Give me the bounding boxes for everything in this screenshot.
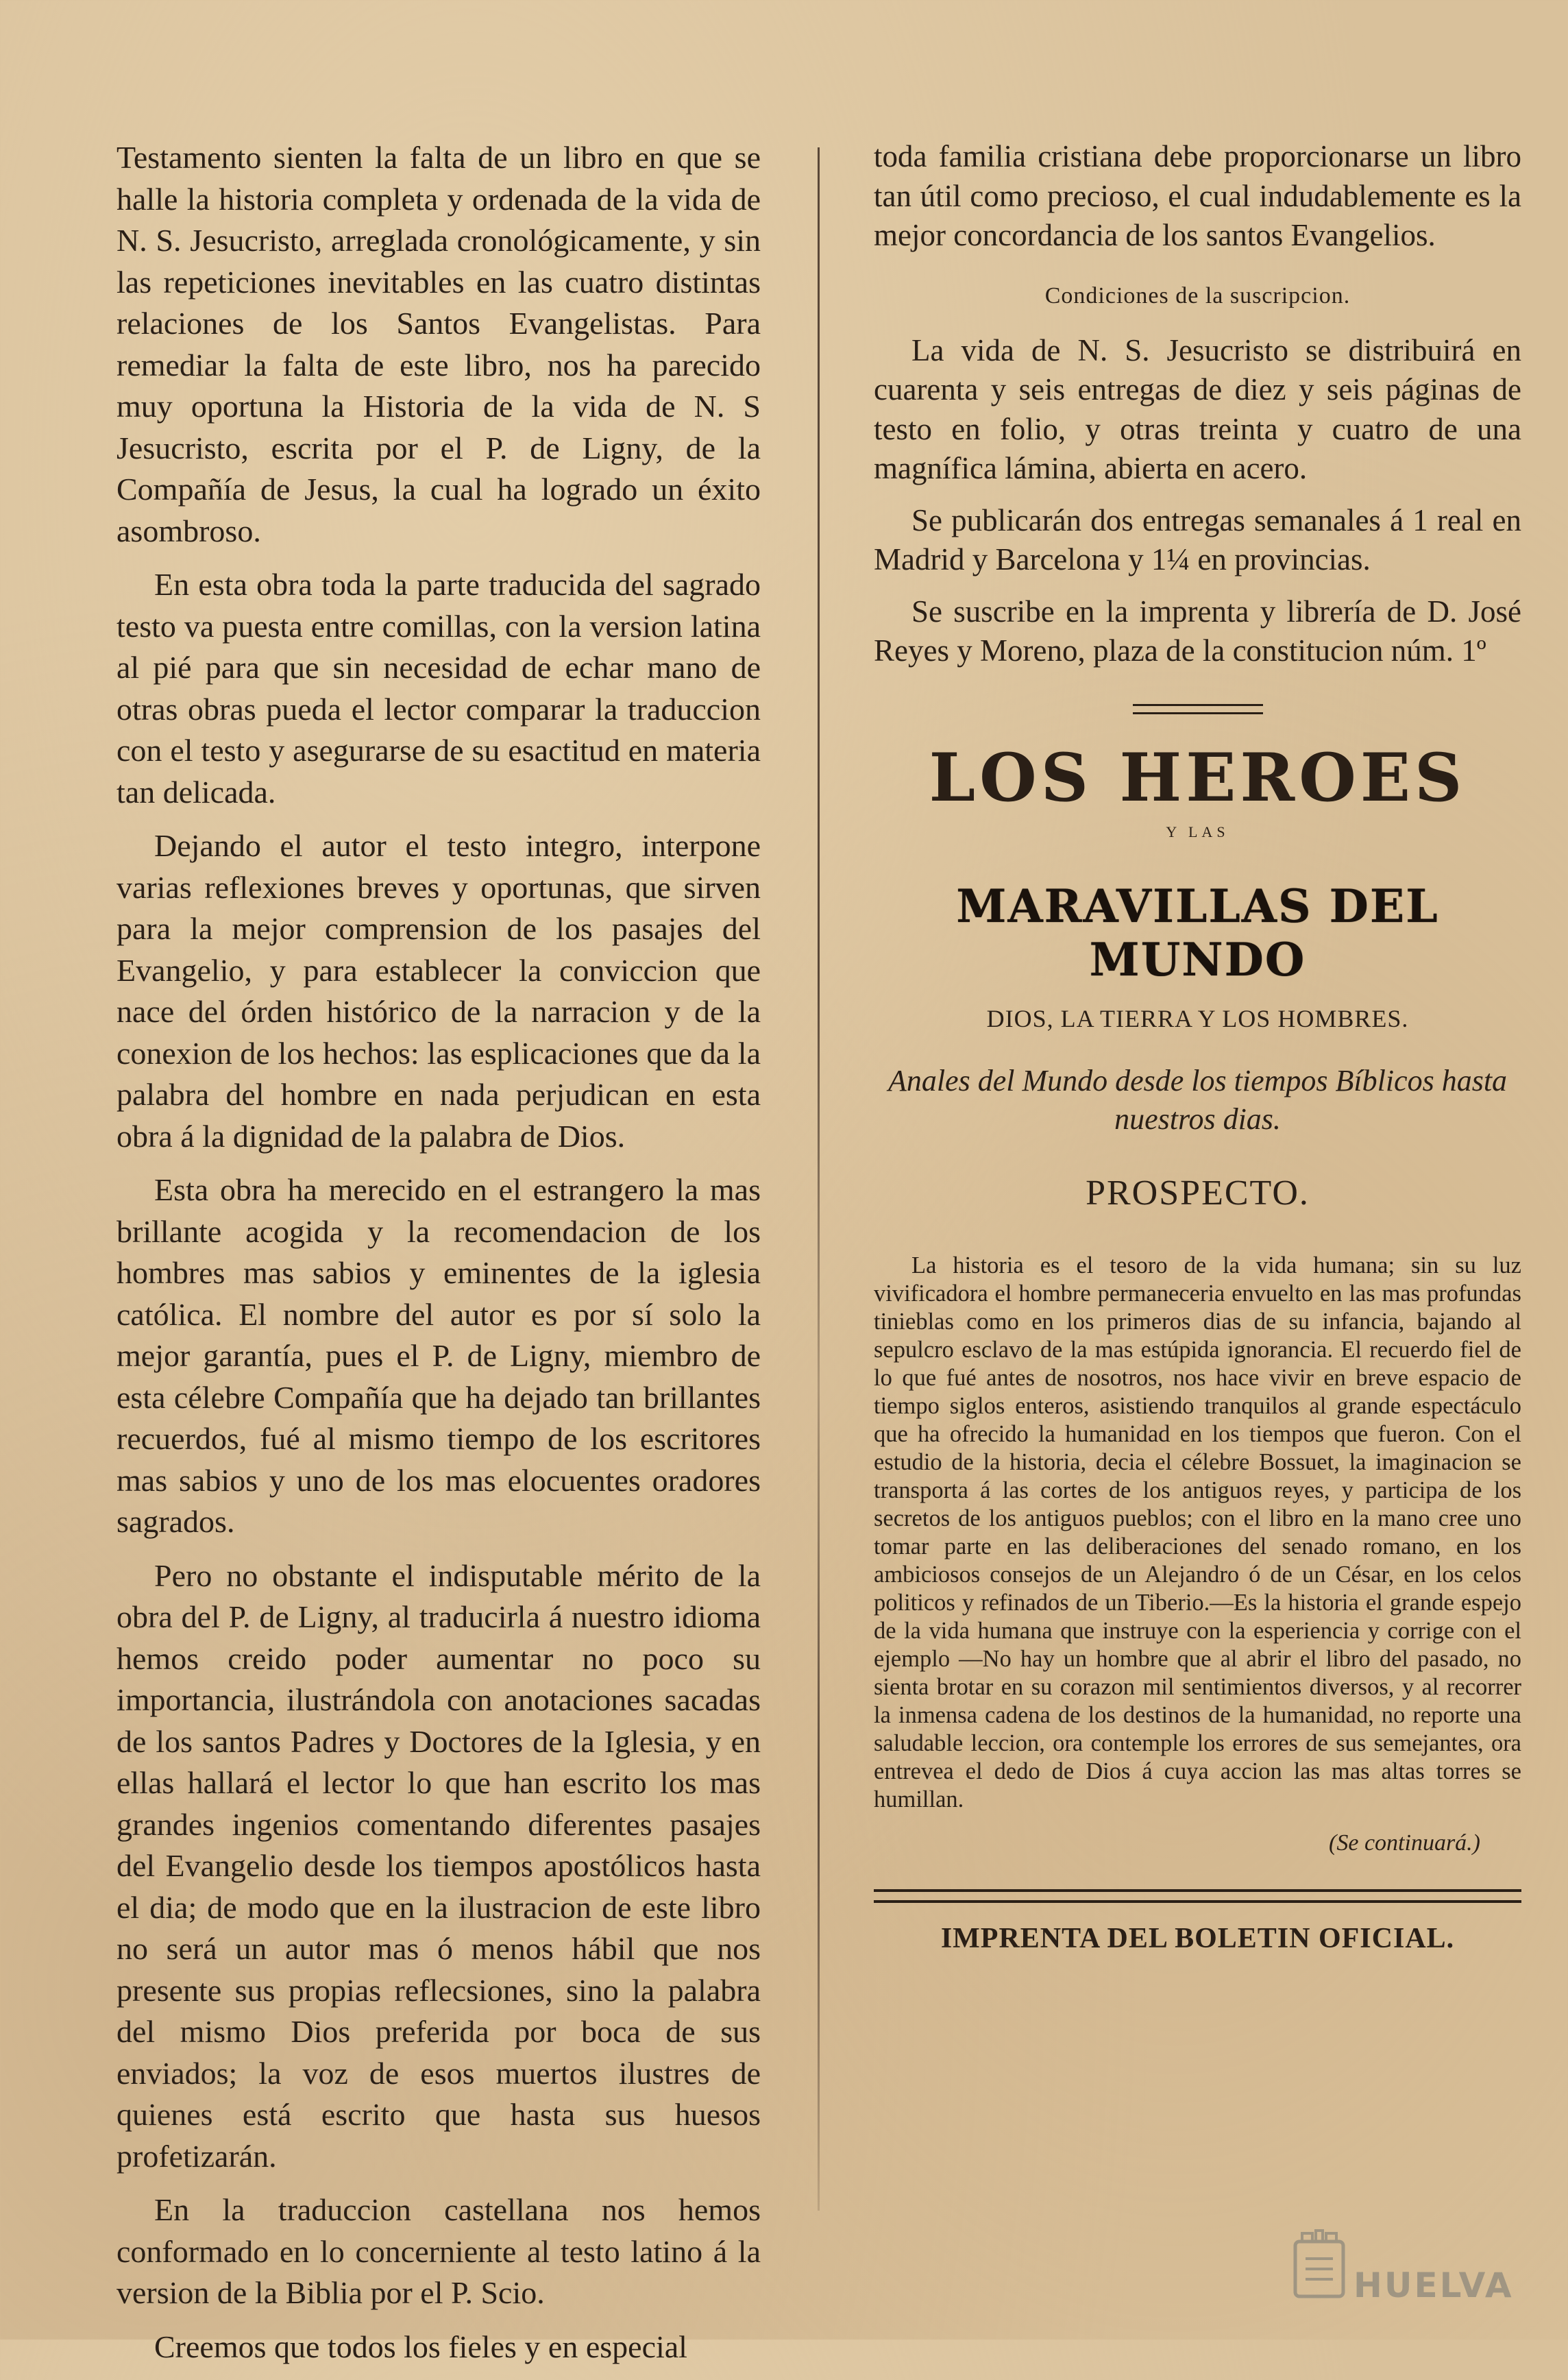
ornamental-rule [1133, 704, 1263, 714]
left-paragraph: Testamento sienten la falta de un libro en que se halle la historia completa y ordenada de la vida de N. S. Jesucristo, arreglada cronológicamente, y sin las repeticiones inevitables en las cuatro distintas relaciones de los Santos Evangelistas. Para remediar la falta de este libro, nos ha parecido muy oportuna la Historia de la vida de N. S Jesucristo, escrita por el P. de Ligny, de la Compañía de Jesus, la cual ha logrado un éxito asombroso. [117, 140, 761, 548]
title-main: LOS HEROES [929, 738, 1467, 816]
subtitle: DIOS, LA TIERRA Y LOS HOMBRES. [986, 1004, 1409, 1032]
prospecto-heading: PROSPECTO. [1086, 1173, 1310, 1213]
title-connector: Y LAS [1166, 823, 1229, 840]
footer-imprint: IMPRENTA DEL BOLETIN OFICIAL. [940, 1922, 1455, 1954]
prospecto-text: La historia es el tesoro de la vida humana; sin su luz vivificadora el hombre permaneceria envuelto en las mas profundas tinieblas como en los primeros dias de su infancia, bajando al sepulcro esclavo de la mas estúpida ignorancia. El recuerdo fiel de lo que fué antes de nosotros, nos hace vivir en breve espacio de tiempo siglos enteros, asistiendo tranquilos al grande espectáculo que ha ofrecido la humanidad en los tiempos que fueron. Con el estudio de la historia, decia el célebre Bossuet, la imaginacion se transporta á las cortes de los antiguos reyes, y participa de los secretos de los antiguos pueblos; con el libro en la mano cree uno tomar parte en las deliberaciones del senado romano, en los ambiciosos consejos de un Alejandro ó de un César, en los celos politicos y refinados de un Tiberio.—Es la historia el grande espejo de la vida humana que instruye con la esperiencia y corrige con el ejemplo —No hay un hombre que al abrir el libro del pasado, no sienta brotar en su corazon mil sentimientos diversos, y al recorrer la inmensa cadena de los destinos de la humanidad, no reporte una saludable leccion, ora contemple los errores de sus semejantes, ora entrevea el dedo de Dios á cuya accion las mas altas torres se humillan. [874, 1252, 1521, 1812]
italic-title: Anales del Mundo desde los tiempos Bíblicos hasta nuestros dias. [887, 1063, 1508, 1136]
continuation-note: (Se continuará.) [1329, 1830, 1480, 1856]
conditions-paragraph: Se suscribe en la imprenta y librería de D. José Reyes y Moreno, plaza de la constitucion núm. 1º [874, 594, 1521, 668]
footer-rule [874, 1889, 1521, 1903]
watermark-logo [1288, 2228, 1514, 2310]
crest-icon [1288, 2228, 1350, 2303]
conditions-paragraph: La vida de N. S. Jesucristo se distribuirá en cuarenta y seis entregas de diez y seis páginas de testo en folio, y otras treinta y cuatro de una magnífica lámina, abierta en acero. [874, 332, 1521, 485]
left-column [117, 137, 761, 2380]
left-paragraph: Pero no obstante el indisputable mérito de la obra del P. de Ligny, al traducirla á nuestro idioma hemos creido poder aumentar no poco su importancia, ilustrándola con anotaciones sacadas de los santos Padres y Doctores de la Iglesia, y en ellas hallará el lector lo que han escrito los mas grandes ingenios comentando diferentes pasajes del Evangelio desde los tiempos apostólicos hasta el dia; de modo que en la ilustracion de este libro no será un autor mas ó menos hábil que nos presente sus propias reflecsiones, sino la palabra del mismo Dios preferida por boca de sus enviados; la voz de esos muertos ilustres de quienes está escrito que hasta sus huesos profetizarán. [117, 1557, 761, 2174]
right-column [874, 137, 1521, 1955]
watermark-text: HUELVA [1353, 2266, 1514, 2305]
left-paragraph: Creemos que todos los fieles y en especial [154, 2329, 687, 2364]
column-divider [818, 147, 820, 2211]
left-paragraph: Dejando el autor el testo integro, interpone varias reflexiones breves y oportunas, que sirven para la mejor comprension de los pasajes del Evangelio, y para establecer la conviccion que nace del órden histórico de la narracion y de la conexion de los hechos: las esplicaciones que da la palabra del hombre en nada perjudican en esta obra á la dignidad de la palabra de Dios. [117, 828, 761, 1154]
conditions-paragraph: Se publicarán dos entregas semanales á 1 real en Madrid y Barcelona y 1¼ en provincias. [874, 502, 1521, 576]
conditions-heading: Condiciones de la suscripcion. [1044, 282, 1351, 308]
left-paragraph: En esta obra toda la parte traducida del sagrado testo va puesta entre comillas, con la version latina al pié para que sin necesidad de echar mano de otras obras pueda el lector comparar la traduccion con el testo y asegurarse de su esactitud en materia tan delicada. [117, 567, 761, 810]
title-black-letter: MARAVILLAS DEL MUNDO [956, 879, 1439, 986]
left-paragraph: Esta obra ha merecido en el estrangero la mas brillante acogida y la recomendacion de los hombres mas sabios y eminentes de la iglesia católica. El nombre del autor es por sí solo la mejor garantía, pues el P. de Ligny, miembro de esta célebre Compañía que ha dejado tan brillantes recuerdos, fué al mismo tiempo de los escritores mas sabios y uno de los mas elocuentes oradores sagrados. [117, 1172, 761, 1539]
left-paragraph: En la traduccion castellana nos hemos conformado en lo concerniente al testo latino á la version de la Biblia por el P. Scio. [117, 2192, 761, 2310]
right-intro-paragraph: toda familia cristiana debe proporcionarse un libro tan útil como precioso, el cual indudablemente es la mejor concordancia de los santos Evangelios. [874, 139, 1521, 252]
